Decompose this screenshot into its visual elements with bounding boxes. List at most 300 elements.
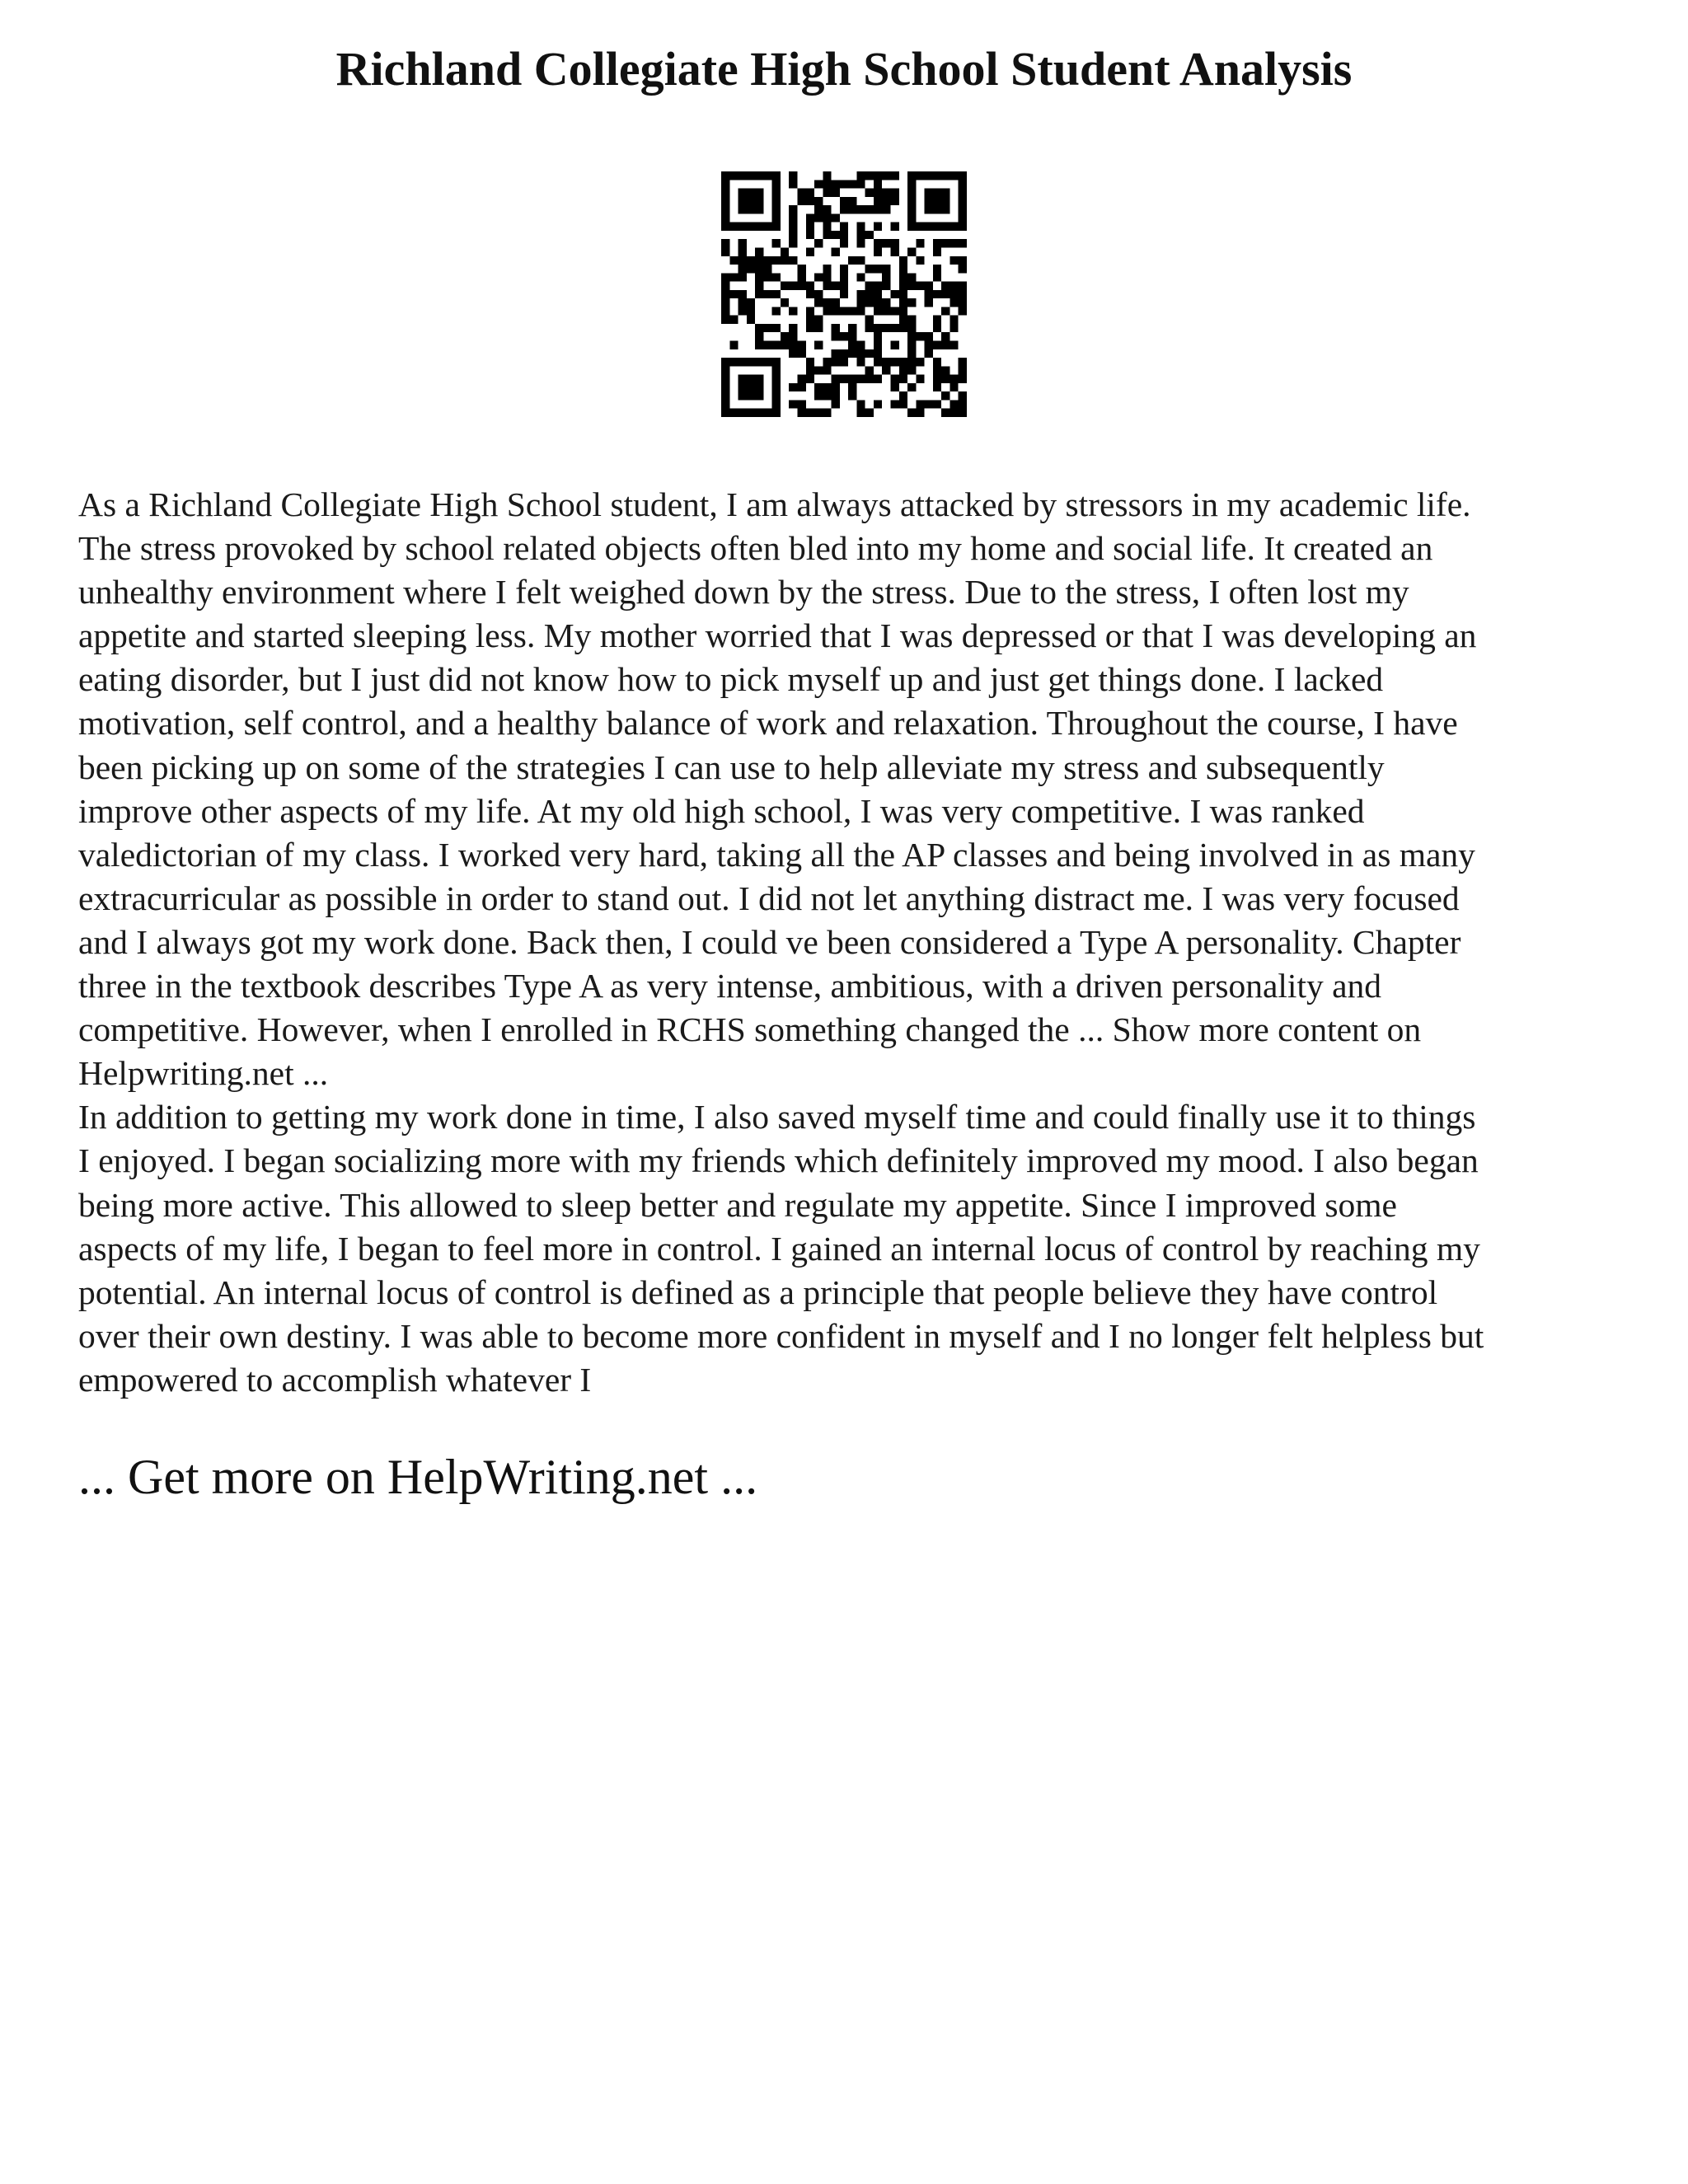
text-line: I enjoyed. I began socializing more with my friends which definitely improved my mood. I also began xyxy=(78,1141,1479,1180)
qr-module xyxy=(823,213,831,222)
qr-module xyxy=(907,205,916,213)
qr-module xyxy=(882,189,890,197)
qr-module xyxy=(772,358,781,366)
qr-module xyxy=(755,205,763,213)
text-line: potential. An internal locus of control is defined as a principle that people believe they have control xyxy=(78,1272,1438,1311)
qr-module xyxy=(874,358,882,366)
qr-module xyxy=(797,400,805,408)
text-line: been picking up on some of the strategies I can use to help alleviate my stress and subsequently xyxy=(78,748,1385,786)
qr-module xyxy=(789,239,797,247)
qr-module xyxy=(755,223,763,231)
qr-module xyxy=(959,205,967,213)
qr-module xyxy=(738,273,747,281)
qr-module xyxy=(891,189,899,197)
qr-module xyxy=(772,273,781,281)
qr-module xyxy=(763,265,771,273)
qr-module xyxy=(823,391,831,400)
qr-module xyxy=(738,307,747,315)
qr-module xyxy=(907,171,916,180)
qr-module xyxy=(865,316,874,324)
qr-module xyxy=(891,400,899,408)
qr-module xyxy=(747,256,755,265)
text-line: appetite and started sleeping less. My mother worried that I was depressed or that I was developing an xyxy=(78,616,1477,655)
qr-module xyxy=(832,349,840,358)
qr-module xyxy=(772,409,781,417)
qr-module xyxy=(823,171,831,180)
text-line: three in the textbook describes Type A as very intense, ambitious, with a driven personality and xyxy=(78,967,1382,1005)
qr-module xyxy=(747,375,755,383)
qr-module xyxy=(772,197,781,205)
qr-module xyxy=(874,197,882,205)
qr-module xyxy=(823,366,831,374)
qr-module xyxy=(823,298,831,307)
qr-module xyxy=(755,358,763,366)
qr-module xyxy=(856,273,865,281)
qr-module xyxy=(721,400,729,408)
qr-module xyxy=(772,341,781,349)
qr-module xyxy=(891,307,899,315)
qr-code-icon xyxy=(721,171,967,417)
qr-module xyxy=(781,332,789,340)
qr-module xyxy=(959,298,967,307)
qr-module xyxy=(959,409,967,417)
qr-module xyxy=(950,316,958,324)
qr-module xyxy=(856,290,865,298)
qr-module xyxy=(882,171,890,180)
qr-module xyxy=(856,239,865,247)
qr-module xyxy=(840,273,848,281)
qr-module xyxy=(848,307,856,315)
qr-module xyxy=(721,316,729,324)
qr-module xyxy=(832,282,840,290)
qr-module xyxy=(789,307,797,315)
qr-module xyxy=(959,290,967,298)
text-line: over their own destiny. I was able to become more confident in myself and I no longer felt helpless but xyxy=(78,1316,1484,1355)
qr-module xyxy=(950,409,958,417)
qr-module xyxy=(781,282,789,290)
qr-module xyxy=(941,223,950,231)
qr-module xyxy=(848,324,856,332)
qr-module xyxy=(899,282,907,290)
qr-module xyxy=(941,366,950,374)
qr-module xyxy=(823,358,831,366)
qr-module xyxy=(865,324,874,332)
qr-module xyxy=(882,366,890,374)
qr-module xyxy=(738,247,747,255)
show-more-link-text[interactable]: Helpwriting.net ... xyxy=(78,1054,329,1093)
qr-module xyxy=(763,341,771,349)
qr-module xyxy=(907,282,916,290)
qr-module xyxy=(941,290,950,298)
qr-module xyxy=(832,383,840,391)
qr-module xyxy=(789,341,797,349)
qr-module xyxy=(907,247,916,255)
qr-module xyxy=(738,197,747,205)
qr-module xyxy=(916,358,924,366)
qr-module xyxy=(865,290,874,298)
qr-module xyxy=(832,332,840,340)
qr-module xyxy=(891,247,899,255)
qr-module xyxy=(814,409,823,417)
qr-module xyxy=(874,324,882,332)
qr-module xyxy=(789,332,797,340)
qr-module xyxy=(959,366,967,374)
page-title: Richland Collegiate High School Student Analysis xyxy=(335,42,1353,96)
qr-module xyxy=(959,171,967,180)
paragraph-2 xyxy=(78,1095,1628,1402)
qr-module xyxy=(925,332,933,340)
qr-module xyxy=(882,197,890,205)
qr-module xyxy=(840,290,848,298)
qr-module xyxy=(916,256,924,265)
qr-module xyxy=(747,409,755,417)
qr-module xyxy=(950,239,958,247)
qr-module xyxy=(738,239,747,247)
qr-module xyxy=(891,239,899,247)
qr-module xyxy=(772,256,781,265)
qr-module xyxy=(738,171,747,180)
qr-module xyxy=(840,307,848,315)
qr-module xyxy=(781,247,789,255)
qr-module xyxy=(848,391,856,400)
qr-module xyxy=(950,223,958,231)
qr-module xyxy=(789,231,797,239)
qr-module xyxy=(772,205,781,213)
qr-module xyxy=(865,265,874,273)
qr-module xyxy=(806,231,814,239)
qr-module xyxy=(899,400,907,408)
qr-module xyxy=(823,205,831,213)
qr-module xyxy=(899,290,907,298)
text-line: aspects of my life, I began to feel more in control. I gained an internal locus of control by reaching my xyxy=(78,1229,1480,1268)
qr-module xyxy=(814,316,823,324)
qr-module xyxy=(755,341,763,349)
qr-module xyxy=(950,298,958,307)
qr-module xyxy=(806,409,814,417)
qr-module xyxy=(891,171,899,180)
qr-module xyxy=(925,171,933,180)
qr-module xyxy=(797,349,805,358)
qr-module xyxy=(797,375,805,383)
qr-module xyxy=(874,247,882,255)
get-more-link[interactable]: ... Get more on HelpWriting.net ... xyxy=(78,1450,758,1504)
qr-module xyxy=(874,400,882,408)
text-line: extracurricular as possible in order to stand out. I did not let anything distract me. I was very focused xyxy=(78,879,1460,917)
qr-module xyxy=(899,324,907,332)
qr-module xyxy=(772,290,781,298)
text-line: and I always got my work done. Back then, I could ve been considered a Type A personality. Chapter xyxy=(78,922,1461,961)
qr-module xyxy=(916,171,924,180)
qr-module xyxy=(933,223,941,231)
qr-module xyxy=(950,290,958,298)
qr-module xyxy=(772,307,781,315)
qr-module xyxy=(882,298,890,307)
qr-module xyxy=(848,256,856,265)
qr-module xyxy=(797,341,805,349)
paragraph-1 xyxy=(78,483,1628,1095)
qr-module xyxy=(856,180,865,188)
qr-module xyxy=(823,180,831,188)
qr-module xyxy=(856,400,865,408)
qr-module xyxy=(747,307,755,315)
qr-module xyxy=(729,409,738,417)
qr-module xyxy=(899,358,907,366)
qr-module xyxy=(763,223,771,231)
qr-module xyxy=(933,375,941,383)
qr-module xyxy=(959,239,967,247)
qr-module xyxy=(789,205,797,213)
qr-module xyxy=(840,239,848,247)
qr-module xyxy=(738,375,747,383)
qr-module xyxy=(789,213,797,222)
qr-module xyxy=(874,375,882,383)
qr-module xyxy=(772,391,781,400)
qr-module xyxy=(933,197,941,205)
qr-module xyxy=(874,223,882,231)
qr-module xyxy=(925,197,933,205)
qr-module xyxy=(959,256,967,265)
qr-module xyxy=(941,282,950,290)
qr-module xyxy=(907,366,916,374)
qr-module xyxy=(865,171,874,180)
qr-module xyxy=(874,171,882,180)
qr-module xyxy=(933,290,941,298)
qr-module xyxy=(840,349,848,358)
qr-module xyxy=(738,290,747,298)
qr-module xyxy=(856,171,865,180)
qr-module xyxy=(925,223,933,231)
qr-module xyxy=(941,171,950,180)
qr-module xyxy=(907,409,916,417)
qr-module xyxy=(721,205,729,213)
qr-module xyxy=(874,205,882,213)
qr-module xyxy=(959,213,967,222)
article-body xyxy=(78,483,1628,1402)
text-line: competitive. However, when I enrolled in RCHS something changed the ... Show more content on xyxy=(78,1010,1422,1049)
qr-module xyxy=(907,332,916,340)
qr-module xyxy=(814,205,823,213)
qr-module xyxy=(729,358,738,366)
qr-module xyxy=(840,332,848,340)
qr-module xyxy=(738,391,747,400)
qr-module xyxy=(933,273,941,281)
qr-module xyxy=(840,197,848,205)
qr-module xyxy=(721,290,729,298)
qr-module xyxy=(789,383,797,391)
qr-module xyxy=(848,341,856,349)
qr-module xyxy=(823,307,831,315)
qr-module xyxy=(738,358,747,366)
qr-module xyxy=(789,180,797,188)
qr-module xyxy=(950,171,958,180)
qr-module xyxy=(755,273,763,281)
qr-module xyxy=(806,189,814,197)
qr-module xyxy=(832,324,840,332)
qr-module xyxy=(959,197,967,205)
qr-module xyxy=(729,290,738,298)
qr-module xyxy=(959,307,967,315)
qr-module xyxy=(806,358,814,366)
qr-module xyxy=(832,189,840,197)
qr-module xyxy=(907,298,916,307)
qr-module xyxy=(814,391,823,400)
qr-module xyxy=(840,180,848,188)
qr-module xyxy=(882,307,890,315)
qr-module xyxy=(755,247,763,255)
qr-module xyxy=(899,273,907,281)
qr-module xyxy=(882,358,890,366)
qr-module xyxy=(959,265,967,273)
qr-module xyxy=(772,366,781,374)
qr-module xyxy=(763,273,771,281)
qr-module xyxy=(916,332,924,340)
qr-module xyxy=(941,307,950,315)
qr-module xyxy=(789,223,797,231)
qr-module xyxy=(891,223,899,231)
qr-module xyxy=(721,307,729,315)
qr-module xyxy=(891,341,899,349)
qr-module xyxy=(806,316,814,324)
qr-module xyxy=(814,290,823,298)
qr-module xyxy=(814,383,823,391)
qr-module xyxy=(814,239,823,247)
qr-module xyxy=(832,213,840,222)
qr-module xyxy=(832,375,840,383)
qr-module xyxy=(882,324,890,332)
qr-module xyxy=(907,316,916,324)
qr-module xyxy=(747,205,755,213)
qr-module xyxy=(814,341,823,349)
qr-module xyxy=(925,290,933,298)
qr-module xyxy=(882,205,890,213)
qr-module xyxy=(959,180,967,188)
qr-module xyxy=(856,375,865,383)
text-line: unhealthy environment where I felt weighed down by the stress. Due to the stress, I often lost my xyxy=(78,573,1409,612)
qr-module xyxy=(721,366,729,374)
qr-module xyxy=(814,213,823,222)
qr-module xyxy=(891,290,899,298)
qr-module xyxy=(755,197,763,205)
qr-module xyxy=(763,358,771,366)
qr-module xyxy=(721,409,729,417)
qr-module xyxy=(933,171,941,180)
qr-module xyxy=(755,383,763,391)
qr-module xyxy=(840,265,848,273)
qr-module xyxy=(916,239,924,247)
text-line: motivation, self control, and a healthy balance of work and relaxation. Throughout the course, I have xyxy=(78,704,1458,743)
qr-module xyxy=(907,180,916,188)
qr-module xyxy=(950,375,958,383)
qr-module xyxy=(789,349,797,358)
qr-module xyxy=(781,298,789,307)
qr-module xyxy=(874,298,882,307)
qr-module xyxy=(755,391,763,400)
qr-module xyxy=(721,282,729,290)
qr-module xyxy=(832,358,840,366)
qr-module xyxy=(899,256,907,265)
qr-module xyxy=(823,189,831,197)
qr-module xyxy=(823,409,831,417)
qr-module xyxy=(941,375,950,383)
qr-module xyxy=(891,324,899,332)
qr-module xyxy=(832,231,840,239)
qr-module xyxy=(721,358,729,366)
qr-module xyxy=(738,189,747,197)
qr-module xyxy=(899,265,907,273)
qr-module xyxy=(865,366,874,374)
qr-module xyxy=(721,273,729,281)
text-line: valedictorian of my class. I worked very hard, taking all the AP classes and being involved in as many xyxy=(78,835,1475,874)
qr-module xyxy=(755,409,763,417)
qr-module xyxy=(941,409,950,417)
qr-module xyxy=(832,298,840,307)
qr-module xyxy=(950,324,958,332)
qr-module xyxy=(865,231,874,239)
qr-module xyxy=(941,239,950,247)
qr-module xyxy=(907,273,916,281)
qr-module xyxy=(814,197,823,205)
text-line: In addition to getting my work done in time, I also saved myself time and could finally use it to things xyxy=(78,1098,1476,1137)
qr-module xyxy=(874,349,882,358)
qr-module xyxy=(738,223,747,231)
qr-module xyxy=(797,409,805,417)
qr-module xyxy=(747,171,755,180)
qr-module xyxy=(856,409,865,417)
qr-module xyxy=(907,189,916,197)
qr-module xyxy=(856,358,865,366)
qr-module xyxy=(891,358,899,366)
qr-module xyxy=(747,391,755,400)
text-line: being more active. This allowed to sleep better and regulate my appetite. Since I improved some xyxy=(78,1185,1397,1224)
qr-module xyxy=(865,349,874,358)
qr-module xyxy=(891,383,899,391)
qr-module xyxy=(747,223,755,231)
qr-module xyxy=(907,341,916,349)
qr-module xyxy=(941,391,950,400)
qr-module xyxy=(772,400,781,408)
qr-module xyxy=(806,366,814,374)
qr-module xyxy=(925,205,933,213)
qr-module xyxy=(848,197,856,205)
qr-module xyxy=(941,189,950,197)
qr-module xyxy=(806,375,814,383)
qr-module xyxy=(848,349,856,358)
qr-module xyxy=(959,223,967,231)
text-line: empowered to accomplish whatever I xyxy=(78,1360,592,1399)
qr-module xyxy=(933,247,941,255)
qr-module xyxy=(738,265,747,273)
qr-module xyxy=(856,223,865,231)
qr-module xyxy=(899,375,907,383)
qr-module xyxy=(865,409,874,417)
qr-module xyxy=(907,213,916,222)
text-line: As a Richland Collegiate High School student, I am always attacked by stressors in my academic life. xyxy=(78,485,1471,523)
qr-module xyxy=(755,189,763,197)
qr-module xyxy=(865,205,874,213)
qr-module xyxy=(840,375,848,383)
qr-module xyxy=(959,282,967,290)
qr-module xyxy=(789,324,797,332)
qr-module xyxy=(797,273,805,281)
qr-module xyxy=(950,341,958,349)
qr-module xyxy=(721,189,729,197)
qr-module xyxy=(865,189,874,197)
qr-module xyxy=(832,307,840,315)
qr-module xyxy=(806,324,814,332)
qr-module xyxy=(874,189,882,197)
qr-module xyxy=(874,307,882,315)
qr-module xyxy=(899,298,907,307)
